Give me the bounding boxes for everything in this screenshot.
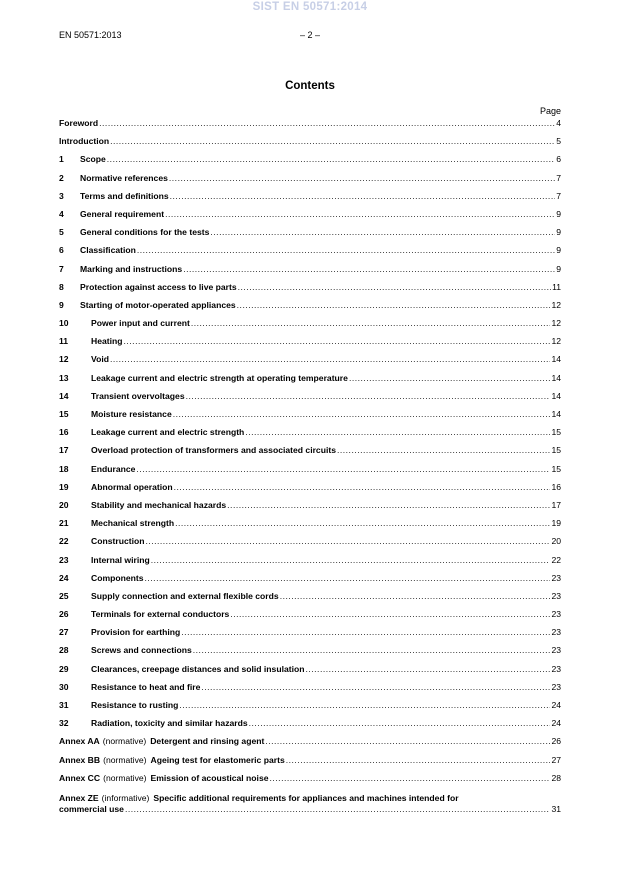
toc-entry-number: 2 [59, 172, 64, 183]
toc-entry-label: Leakage current and electric strength at operating temperature [91, 372, 348, 383]
toc-entry-page: 17 [551, 499, 561, 510]
dot-leader [238, 282, 551, 292]
toc-entry-number: 6 [59, 245, 64, 256]
dot-leader [286, 755, 551, 765]
toc-entry[interactable] [59, 555, 561, 573]
toc-entry-label: Normative references [80, 172, 168, 183]
dot-leader [145, 536, 550, 546]
dot-leader [193, 645, 551, 655]
toc-entry-label: Heating [91, 336, 123, 347]
toc-entry[interactable] [59, 282, 561, 300]
toc-entry-number: 21 [59, 518, 69, 529]
page-title: Contents [285, 80, 335, 92]
annex-kind: (normative) [103, 754, 147, 765]
toc-entry-page: 22 [551, 554, 561, 565]
annex-label: Annex AA [59, 736, 100, 747]
toc-entry-number: 19 [59, 481, 69, 492]
annex-kind: (normative) [103, 772, 147, 783]
toc-entry[interactable] [59, 264, 561, 282]
dot-leader [125, 804, 550, 815]
toc-entry[interactable] [59, 245, 561, 263]
dot-leader [191, 318, 551, 328]
toc-entry-page: 24 [551, 700, 561, 710]
toc-entry-number: 29 [59, 663, 69, 674]
dot-leader [265, 736, 550, 746]
toc-entry[interactable] [59, 482, 561, 500]
toc-entry-label: Starting of motor-operated appliances [80, 299, 236, 310]
dot-leader [230, 609, 550, 619]
toc-entry-label: Resistance to rusting [91, 700, 179, 710]
toc-annex-entry[interactable] [59, 736, 561, 754]
dot-leader [201, 682, 550, 692]
dot-leader [183, 264, 555, 274]
toc-entry-label: Supply connection and external flexible cords [91, 590, 279, 601]
toc-entry-number: 22 [59, 536, 69, 547]
toc-entry-number: 9 [59, 299, 64, 310]
toc-entry-page: 15 [551, 463, 561, 474]
toc-entry-page: 14 [551, 354, 561, 365]
toc-entry-label: Resistance to heat and fire [91, 681, 201, 692]
annex-kind: (normative) [102, 736, 147, 747]
toc-entry-label: Protection against access to live parts [80, 281, 237, 292]
dot-leader [151, 555, 551, 565]
toc-entry[interactable] [59, 300, 561, 318]
toc-entry-number: 30 [59, 681, 69, 692]
toc-entry-page: 6 [556, 154, 561, 165]
toc-entry-number: 4 [59, 208, 64, 219]
dot-leader [245, 427, 550, 437]
toc-entry[interactable] [59, 645, 561, 663]
page-column-label: Page [539, 106, 561, 116]
toc-entry-page: 14 [551, 390, 561, 401]
dot-leader [173, 409, 551, 419]
toc-entry-number: 3 [59, 190, 64, 201]
toc-annex-entry[interactable] [59, 755, 561, 773]
toc-entry[interactable] [59, 500, 561, 518]
dot-leader [174, 482, 551, 492]
toc-entry-label: Terms and definitions [80, 190, 169, 201]
toc-entry[interactable] [59, 191, 561, 209]
toc-entry-number: 23 [59, 554, 69, 565]
toc-entry-label: Internal wiring [91, 554, 150, 565]
toc-entry[interactable] [59, 682, 561, 700]
toc-entry[interactable] [59, 464, 561, 482]
toc-entry-label: Introduction [59, 136, 110, 147]
annex-label: Annex CC [59, 772, 101, 783]
dot-leader [107, 154, 555, 164]
toc-entry-page: 12 [551, 318, 561, 329]
toc-entry[interactable] [59, 700, 561, 718]
toc-entry-number: 7 [59, 263, 64, 274]
toc-entry-page: 14 [551, 372, 561, 383]
toc-entry-label: General requirement [80, 208, 165, 219]
toc-entry-number: 17 [59, 445, 69, 456]
toc-entry-label: Foreword [59, 118, 99, 128]
toc-entry[interactable] [59, 536, 561, 554]
watermark: SIST EN 50571:2014 [252, 1, 368, 13]
toc-entry-page: 15 [551, 427, 561, 438]
dot-leader [280, 591, 551, 601]
dot-leader [349, 373, 551, 383]
toc-entry-label: Stability and mechanical hazards [91, 499, 227, 510]
toc-entry-page: 12 [551, 299, 561, 310]
toc-entry-page: 9 [556, 208, 561, 219]
toc-entry-page: 26 [551, 736, 561, 747]
toc-entry-number: 20 [59, 499, 69, 510]
toc-entry[interactable] [59, 173, 561, 191]
toc-entry-number: 10 [59, 318, 69, 329]
toc-entry-page: 9 [556, 245, 561, 256]
toc-entry-label: Scope [80, 154, 106, 165]
toc-annex-entry[interactable] [59, 773, 561, 791]
toc-entry[interactable] [59, 591, 561, 609]
toc-entry[interactable] [59, 354, 561, 372]
toc-entry-label: Clearances, creepage distances and solid insulation [91, 663, 305, 674]
toc-entry-label: Radiation, toxicity and similar hazards [91, 718, 248, 729]
dot-leader [237, 300, 551, 310]
toc-entry-page: 23 [551, 590, 561, 601]
toc-entry-page: 23 [551, 609, 561, 620]
dot-leader [124, 336, 551, 346]
toc-entry[interactable] [59, 718, 561, 736]
toc-entry-number: 25 [59, 590, 69, 601]
annex-title-continued: commercial use [59, 803, 124, 814]
toc-entry-number: 15 [59, 409, 69, 419]
dot-leader [110, 354, 550, 364]
toc-entry-number: 8 [59, 281, 64, 292]
table-of-contents [59, 118, 561, 815]
toc-entry-label: Mechanical strength [91, 518, 175, 529]
toc-entry-page: 9 [556, 263, 561, 274]
toc-entry-label: Terminals for external conductors [91, 609, 230, 620]
toc-entry-page: 31 [551, 803, 561, 814]
toc-entry-label: Classification [80, 245, 136, 256]
toc-entry-page: 16 [551, 481, 561, 492]
toc-entry[interactable] [59, 336, 561, 354]
toc-entry-page: 23 [551, 645, 561, 656]
dot-leader [169, 173, 555, 183]
toc-entry-page: 7 [556, 190, 561, 201]
toc-entry[interactable] [59, 409, 561, 427]
toc-entry-label: Moisture resistance [91, 409, 172, 419]
toc-entry-label: Construction [91, 536, 145, 547]
dot-leader [186, 391, 551, 401]
toc-entry-page: 27 [551, 754, 561, 765]
toc-entry-page: 24 [551, 718, 561, 729]
toc-entry-label: Endurance [91, 463, 136, 474]
toc-entry[interactable] [59, 609, 561, 627]
page-number: – 2 – [299, 30, 321, 40]
toc-entry-page: 14 [551, 409, 561, 419]
dot-leader [179, 700, 550, 710]
toc-entry-page: 7 [556, 172, 561, 183]
toc-entry-label: Abnormal operation [91, 481, 173, 492]
dot-leader [170, 191, 556, 201]
dot-leader [110, 136, 555, 146]
toc-entry-label: Provision for earthing [91, 627, 181, 638]
toc-entry-number: 18 [59, 463, 69, 474]
toc-entry[interactable] [59, 154, 561, 172]
toc-entry-number: 26 [59, 609, 69, 620]
toc-entry-page: 4 [556, 118, 561, 128]
toc-entry[interactable] [59, 227, 561, 245]
toc-entry-page: 12 [551, 336, 561, 347]
toc-entry-label: Marking and instructions [80, 263, 183, 274]
toc-entry-number: 28 [59, 645, 69, 656]
toc-entry-page: 11 [552, 281, 561, 292]
toc-entry-label: General conditions for the tests [80, 227, 210, 238]
toc-entry-page: 23 [551, 663, 561, 674]
toc-entry-number: 31 [59, 700, 69, 710]
dot-leader [306, 664, 551, 674]
dot-leader [165, 209, 555, 219]
dot-leader [337, 445, 550, 455]
toc-entry[interactable] [59, 391, 561, 409]
dot-leader [136, 464, 550, 474]
toc-entry-page: 9 [556, 227, 561, 238]
toc-entry-number: 32 [59, 718, 69, 729]
dot-leader [181, 627, 550, 637]
toc-entry[interactable] [59, 664, 561, 682]
toc-entry-page: 28 [551, 772, 561, 783]
toc-entry-page: 19 [551, 518, 561, 529]
toc-entry[interactable] [59, 445, 561, 463]
toc-entry-page: 23 [551, 627, 561, 638]
toc-entry-number: 1 [59, 154, 64, 165]
toc-entry-number: 24 [59, 572, 69, 583]
toc-entry-page: 15 [551, 445, 561, 456]
toc-entry-page: 23 [551, 681, 561, 692]
toc-entry[interactable] [59, 209, 561, 227]
toc-entry-number: 14 [59, 390, 69, 401]
dot-leader [249, 718, 551, 728]
document-id: EN 50571:2013 [59, 30, 122, 40]
annex-title: Emission of acoustical noise [150, 772, 269, 783]
toc-entry[interactable] [59, 518, 561, 536]
toc-entry-number: 16 [59, 427, 69, 438]
toc-entry-number: 5 [59, 227, 64, 238]
dot-leader [145, 573, 551, 583]
annex-title: Detergent and rinsing agent [150, 736, 265, 747]
annex-title: Specific additional requirements for appliances and machines intended for [153, 792, 459, 803]
toc-entry[interactable] [59, 427, 561, 445]
toc-entry-label: Void [91, 354, 109, 365]
toc-entry-page: 20 [551, 536, 561, 547]
toc-entry-number: 12 [59, 354, 69, 365]
toc-entry[interactable] [59, 573, 561, 591]
toc-entry[interactable] [59, 373, 561, 391]
toc-entry-label: Components [91, 572, 144, 583]
toc-entry-number: 11 [59, 336, 69, 347]
dot-leader [99, 118, 555, 128]
toc-entry-number: 13 [59, 372, 69, 383]
toc-entry[interactable] [59, 136, 561, 154]
toc-entry-label: Leakage current and electric strength [91, 427, 245, 438]
toc-entry-label: Transient overvoltages [91, 390, 185, 401]
dot-leader [210, 227, 555, 237]
annex-kind: (informative) [101, 792, 150, 803]
annex-title: Ageing test for elastomeric parts [150, 754, 285, 765]
dot-leader [137, 245, 555, 255]
toc-entry-label: Overload protection of transformers and associated circuits [91, 445, 336, 456]
dot-leader [175, 518, 550, 528]
toc-annex-entry[interactable] [59, 793, 561, 815]
annex-label: Annex ZE [59, 792, 99, 803]
toc-entry-label: Power input and current [91, 318, 190, 329]
toc-entry[interactable] [59, 627, 561, 645]
dot-leader [270, 773, 551, 783]
dot-leader [227, 500, 550, 510]
toc-entry[interactable] [59, 118, 561, 136]
toc-entry[interactable] [59, 318, 561, 336]
toc-entry-page: 23 [551, 572, 561, 583]
annex-label: Annex BB [59, 754, 101, 765]
toc-entry-page: 5 [556, 136, 561, 147]
toc-entry-number: 27 [59, 627, 69, 638]
toc-entry-label: Screws and connections [91, 645, 192, 656]
